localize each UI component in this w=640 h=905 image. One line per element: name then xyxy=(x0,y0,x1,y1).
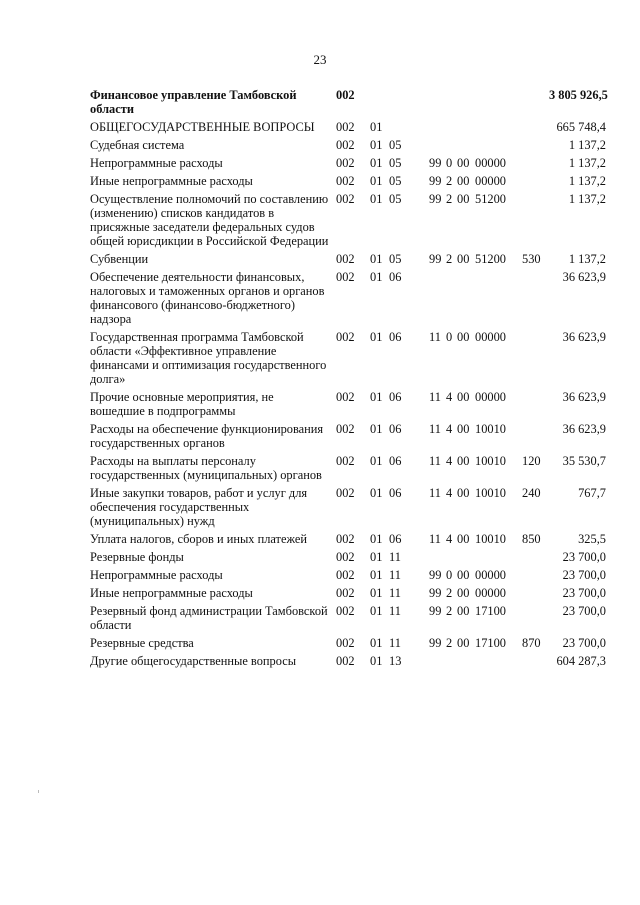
table-row xyxy=(90,88,606,120)
row-program-code: 99 xyxy=(429,156,442,170)
row-expense-type-code xyxy=(522,604,549,636)
row-name: Непрограммные расходы xyxy=(90,568,223,582)
row-amount: 325,5 xyxy=(578,532,606,546)
row-name: ОБЩЕГОСУДАРСТВЕННЫЕ ВОПРОСЫ xyxy=(90,120,315,134)
row-amount: 23 700,0 xyxy=(562,604,606,618)
row-name: Резервные средства xyxy=(90,636,194,650)
row-expense-type-code: 530 xyxy=(522,252,541,266)
row-amount: 665 748,4 xyxy=(556,120,606,134)
row-expense-type-code xyxy=(522,422,549,454)
row-subprogram-code: 0 xyxy=(446,330,453,344)
row-subsection-code: 05 xyxy=(389,156,402,170)
row-name: Субвенции xyxy=(90,252,149,266)
row-name: Прочие основные мероприятия, не вошедшие в подпрограммы xyxy=(90,390,274,418)
row-subsection-code: 06 xyxy=(389,422,402,436)
row-program-code xyxy=(429,270,446,330)
row-section-code: 01 xyxy=(370,604,383,618)
row-ved-code: 002 xyxy=(336,604,355,618)
row-amount: 36 623,9 xyxy=(562,390,606,404)
row-program-code xyxy=(429,138,446,156)
row-amount: 36 623,9 xyxy=(562,330,606,344)
row-amount: 604 287,3 xyxy=(556,654,606,668)
row-program-code: 11 xyxy=(429,486,441,500)
table-body xyxy=(90,88,606,672)
row-expense-type-code xyxy=(522,156,549,174)
row-event-code xyxy=(457,270,475,330)
row-name: Осуществление полномочий по составлению (изменению) списков кандидатов в присяжные заседатели федеральных судов общей юрисдикции в Российской Федерации xyxy=(90,192,329,248)
row-program-code: 11 xyxy=(429,330,441,344)
row-ved-code: 002 xyxy=(336,270,355,284)
row-event-code xyxy=(457,654,475,672)
row-amount: 767,7 xyxy=(578,486,606,500)
budget-table xyxy=(90,88,606,672)
row-event-code: 00 xyxy=(457,422,470,436)
row-direction-code: 00000 xyxy=(475,586,506,600)
row-event-code: 00 xyxy=(457,586,470,600)
row-ved-code: 002 xyxy=(336,192,355,206)
row-amount: 1 137,2 xyxy=(568,252,606,266)
row-program-code: 11 xyxy=(429,422,441,436)
row-name: Государственная программа Тамбовской области «Эффективное управление финансами и оптимизация государственного долга» xyxy=(90,330,327,386)
row-amount: 35 530,7 xyxy=(562,454,606,468)
table-row xyxy=(90,192,606,252)
row-expense-type-code xyxy=(522,270,549,330)
row-subsection-code: 05 xyxy=(389,192,402,206)
row-subsection-code: 06 xyxy=(389,270,402,284)
table-row xyxy=(90,550,606,568)
row-event-code: 00 xyxy=(457,156,470,170)
row-expense-type-code xyxy=(522,192,549,252)
row-section-code: 01 xyxy=(370,422,383,436)
row-direction-code: 10010 xyxy=(475,454,506,468)
row-expense-type-code xyxy=(522,88,549,120)
row-subsection-code: 05 xyxy=(389,138,402,152)
row-name: Иные непрограммные расходы xyxy=(90,174,253,188)
row-section-code: 01 xyxy=(370,532,383,546)
row-subprogram-code xyxy=(446,654,457,672)
row-subprogram-code xyxy=(446,88,457,120)
row-event-code: 00 xyxy=(457,252,470,266)
row-subprogram-code: 0 xyxy=(446,568,453,582)
row-section-code: 01 xyxy=(370,138,383,152)
row-event-code: 00 xyxy=(457,486,470,500)
row-ved-code: 002 xyxy=(336,486,355,500)
row-section-code: 01 xyxy=(370,270,383,284)
table-row xyxy=(90,654,606,672)
row-amount: 23 700,0 xyxy=(562,568,606,582)
row-program-code: 99 xyxy=(429,252,442,266)
scan-artifact xyxy=(38,790,39,793)
table-row xyxy=(90,586,606,604)
row-direction-code xyxy=(475,120,522,138)
row-expense-type-code xyxy=(522,120,549,138)
row-ved-code: 002 xyxy=(336,422,355,436)
row-name: Непрограммные расходы xyxy=(90,156,223,170)
row-direction-code: 51200 xyxy=(475,252,506,266)
row-ved-code: 002 xyxy=(336,330,355,344)
row-program-code xyxy=(429,120,446,138)
row-subsection-code: 11 xyxy=(389,568,401,582)
row-amount: 23 700,0 xyxy=(562,586,606,600)
row-direction-code: 00000 xyxy=(475,568,506,582)
row-ved-code: 002 xyxy=(336,88,355,102)
row-subprogram-code: 2 xyxy=(446,252,453,266)
row-name: Обеспечение деятельности финансовых, налоговых и таможенных органов и органов финансового (финансово-бюджетного) надзора xyxy=(90,270,325,326)
row-program-code: 11 xyxy=(429,390,441,404)
row-subprogram-code xyxy=(446,120,457,138)
row-amount: 1 137,2 xyxy=(568,192,606,206)
row-program-code xyxy=(429,654,446,672)
row-expense-type-code xyxy=(522,138,549,156)
table-row xyxy=(90,156,606,174)
row-event-code: 00 xyxy=(457,568,470,582)
row-section-code: 01 xyxy=(370,550,383,564)
table-row xyxy=(90,390,606,422)
row-subsection-code xyxy=(389,120,429,138)
table-row xyxy=(90,604,606,636)
row-subprogram-code: 0 xyxy=(446,156,453,170)
row-direction-code: 10010 xyxy=(475,486,506,500)
table-row xyxy=(90,174,606,192)
row-subsection-code: 06 xyxy=(389,532,402,546)
row-program-code: 11 xyxy=(429,532,441,546)
row-event-code: 00 xyxy=(457,330,470,344)
row-amount: 1 137,2 xyxy=(568,174,606,188)
row-expense-type-code xyxy=(522,550,549,568)
row-section-code: 01 xyxy=(370,156,383,170)
row-subsection-code: 06 xyxy=(389,330,402,344)
row-name: Иные непрограммные расходы xyxy=(90,586,253,600)
row-event-code xyxy=(457,88,475,120)
row-expense-type-code xyxy=(522,174,549,192)
row-direction-code: 51200 xyxy=(475,192,506,206)
row-expense-type-code: 850 xyxy=(522,532,541,546)
row-ved-code: 002 xyxy=(336,390,355,404)
row-direction-code: 17100 xyxy=(475,604,506,618)
row-ved-code: 002 xyxy=(336,138,355,152)
row-name: Судебная система xyxy=(90,138,185,152)
row-subsection-code: 05 xyxy=(389,174,402,188)
table-row xyxy=(90,568,606,586)
row-section-code: 01 xyxy=(370,390,383,404)
row-direction-code: 00000 xyxy=(475,330,506,344)
row-subprogram-code: 2 xyxy=(446,586,453,600)
row-amount: 1 137,2 xyxy=(568,138,606,152)
row-name: Резервный фонд администрации Тамбовской области xyxy=(90,604,328,632)
row-program-code: 11 xyxy=(429,454,441,468)
row-ved-code: 002 xyxy=(336,586,355,600)
row-event-code: 00 xyxy=(457,636,470,650)
row-subsection-code: 11 xyxy=(389,550,401,564)
row-direction-code xyxy=(475,654,522,672)
table-row xyxy=(90,270,606,330)
table-row xyxy=(90,422,606,454)
row-section-code: 01 xyxy=(370,586,383,600)
row-event-code: 00 xyxy=(457,174,470,188)
row-subsection-code: 05 xyxy=(389,252,402,266)
row-program-code: 99 xyxy=(429,192,442,206)
row-subprogram-code: 4 xyxy=(446,390,453,404)
row-program-code: 99 xyxy=(429,604,442,618)
row-section-code: 01 xyxy=(370,454,383,468)
row-direction-code xyxy=(475,550,522,568)
row-ved-code: 002 xyxy=(336,120,355,134)
row-direction-code: 00000 xyxy=(475,156,506,170)
row-event-code: 00 xyxy=(457,454,470,468)
table-row xyxy=(90,636,606,654)
row-expense-type-code xyxy=(522,586,549,604)
page-number: 23 xyxy=(313,52,327,67)
row-expense-type-code xyxy=(522,654,549,672)
row-expense-type-code: 870 xyxy=(522,636,541,650)
row-section-code: 01 xyxy=(370,636,383,650)
row-expense-type-code: 120 xyxy=(522,454,541,468)
row-ved-code: 002 xyxy=(336,654,355,668)
row-program-code: 99 xyxy=(429,636,442,650)
row-section-code: 01 xyxy=(370,654,383,668)
row-name: Резервные фонды xyxy=(90,550,184,564)
row-program-code: 99 xyxy=(429,174,442,188)
row-direction-code xyxy=(475,138,522,156)
row-ved-code: 002 xyxy=(336,568,355,582)
row-amount: 36 623,9 xyxy=(562,270,606,284)
row-direction-code xyxy=(475,88,522,120)
row-subprogram-code xyxy=(446,138,457,156)
row-ved-code: 002 xyxy=(336,454,355,468)
row-direction-code: 00000 xyxy=(475,390,506,404)
table-row xyxy=(90,454,606,486)
row-section-code xyxy=(370,88,389,120)
row-subsection-code: 11 xyxy=(389,586,401,600)
row-subsection-code: 11 xyxy=(389,636,401,650)
row-subprogram-code: 4 xyxy=(446,422,453,436)
row-section-code: 01 xyxy=(370,568,383,582)
table-row xyxy=(90,532,606,550)
row-section-code: 01 xyxy=(370,120,383,134)
row-ved-code: 002 xyxy=(336,174,355,188)
table-row xyxy=(90,252,606,270)
row-event-code: 00 xyxy=(457,532,470,546)
table-row xyxy=(90,330,606,390)
row-subprogram-code xyxy=(446,550,457,568)
row-name: Другие общегосударственные вопросы xyxy=(90,654,297,668)
table-row xyxy=(90,486,606,532)
row-direction-code: 17100 xyxy=(475,636,506,650)
row-section-code: 01 xyxy=(370,174,383,188)
row-ved-code: 002 xyxy=(336,252,355,266)
row-program-code: 99 xyxy=(429,568,442,582)
row-amount: 23 700,0 xyxy=(562,636,606,650)
row-subprogram-code: 4 xyxy=(446,486,453,500)
row-subprogram-code: 2 xyxy=(446,636,453,650)
row-event-code xyxy=(457,550,475,568)
row-ved-code: 002 xyxy=(336,532,355,546)
row-event-code: 00 xyxy=(457,192,470,206)
row-subprogram-code xyxy=(446,270,457,330)
row-name: Расходы на выплаты персоналу государственных (муниципальных) органов xyxy=(90,454,322,482)
row-name: Финансовое управление Тамбовской области xyxy=(90,88,297,116)
row-subprogram-code: 2 xyxy=(446,604,453,618)
row-ved-code: 002 xyxy=(336,636,355,650)
row-name: Уплата налогов, сборов и иных платежей xyxy=(90,532,308,546)
row-direction-code xyxy=(475,270,522,330)
row-amount: 3 805 926,5 xyxy=(549,88,608,102)
row-program-code xyxy=(429,550,446,568)
row-subsection-code: 06 xyxy=(389,390,402,404)
row-subsection-code xyxy=(389,88,429,120)
row-section-code: 01 xyxy=(370,486,383,500)
row-program-code: 99 xyxy=(429,586,442,600)
row-expense-type-code xyxy=(522,390,549,422)
row-subsection-code: 06 xyxy=(389,486,402,500)
row-expense-type-code xyxy=(522,330,549,390)
row-event-code: 00 xyxy=(457,604,470,618)
row-amount: 1 137,2 xyxy=(568,156,606,170)
row-section-code: 01 xyxy=(370,192,383,206)
row-direction-code: 10010 xyxy=(475,532,506,546)
row-name: Иные закупки товаров, работ и услуг для обеспечения государственных (муниципальных) нужд xyxy=(90,486,308,528)
row-ved-code: 002 xyxy=(336,156,355,170)
row-expense-type-code: 240 xyxy=(522,486,541,500)
row-direction-code: 10010 xyxy=(475,422,506,436)
row-subsection-code: 11 xyxy=(389,604,401,618)
row-amount: 23 700,0 xyxy=(562,550,606,564)
row-event-code: 00 xyxy=(457,390,470,404)
row-event-code xyxy=(457,120,475,138)
table-row xyxy=(90,138,606,156)
row-program-code xyxy=(429,88,446,120)
row-ved-code: 002 xyxy=(336,550,355,564)
row-section-code: 01 xyxy=(370,330,383,344)
row-subsection-code: 13 xyxy=(389,654,402,668)
row-subsection-code: 06 xyxy=(389,454,402,468)
row-subprogram-code: 4 xyxy=(446,454,453,468)
row-amount: 36 623,9 xyxy=(562,422,606,436)
table-row xyxy=(90,120,606,138)
row-subprogram-code: 2 xyxy=(446,174,453,188)
row-event-code xyxy=(457,138,475,156)
row-subprogram-code: 2 xyxy=(446,192,453,206)
row-subprogram-code: 4 xyxy=(446,532,453,546)
row-direction-code: 00000 xyxy=(475,174,506,188)
row-expense-type-code xyxy=(522,568,549,586)
row-section-code: 01 xyxy=(370,252,383,266)
row-name: Расходы на обеспечение функционирования государственных органов xyxy=(90,422,324,450)
